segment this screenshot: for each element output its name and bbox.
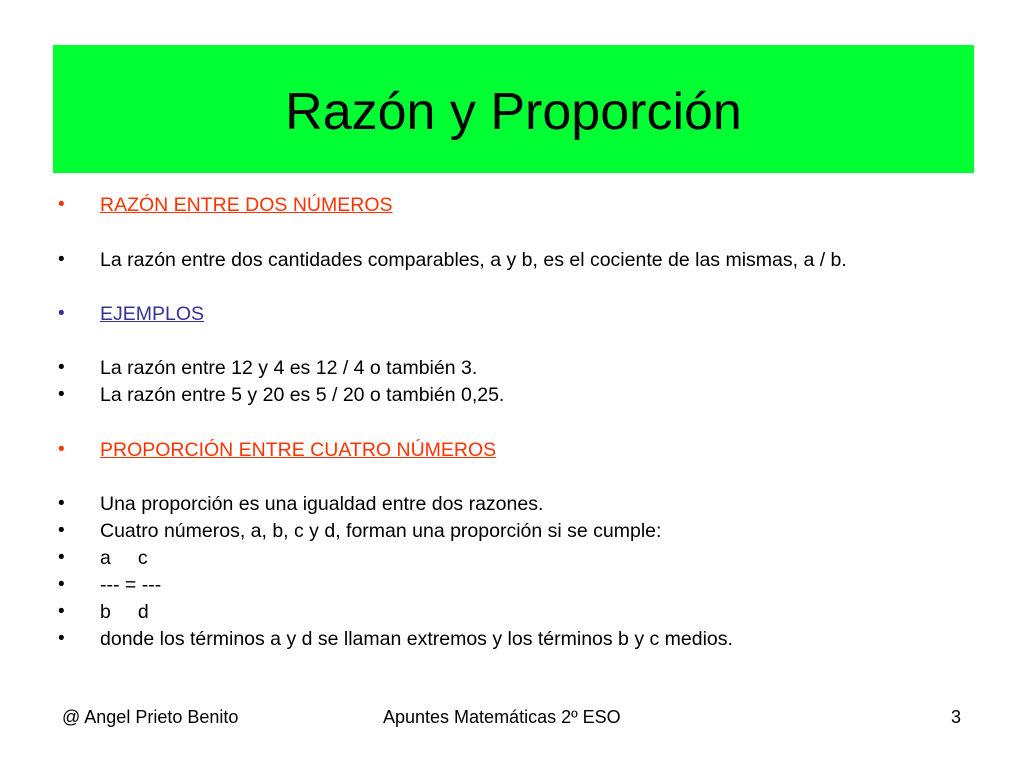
bullet-marker: •	[58, 601, 65, 622]
bullet-item	[58, 599, 149, 625]
bullet-text: La razón entre 12 y 4 es 12 / 4 o también 3.	[100, 356, 478, 379]
bullet-text: Una proporción es una igualdad entre dos razones.	[100, 492, 544, 515]
bullet-text: donde los términos a y d se llaman extremos y los términos b y c medios.	[100, 627, 733, 650]
bullet-text: PROPORCIÓN ENTRE CUATRO NÚMEROS	[100, 438, 497, 461]
bullet-marker: •	[58, 357, 65, 378]
footer-page-number: 3	[951, 707, 962, 727]
bullet-marker: •	[58, 194, 65, 215]
bullet-item	[58, 572, 161, 598]
bullet-text: RAZÓN ENTRE DOS NÚMEROS	[100, 193, 393, 216]
bullet-heading-proporcion	[58, 437, 496, 463]
bullet-text: La razón entre 5 y 20 es 5 / 20 o también 0,25.	[100, 383, 505, 406]
bullet-marker: •	[58, 384, 65, 405]
fraction-denominator: b d	[100, 600, 149, 623]
bullet-heading-ejemplos	[58, 301, 204, 327]
bullet-marker: •	[58, 574, 65, 595]
bullet-marker: •	[58, 303, 65, 324]
bullet-marker: •	[58, 628, 65, 649]
bullet-item	[58, 247, 847, 273]
bullet-marker: •	[58, 493, 65, 514]
bullet-item	[58, 518, 661, 544]
bullet-item	[58, 626, 733, 652]
bullet-text: EJEMPLOS	[100, 302, 205, 325]
fraction-bar: --- = ---	[100, 573, 162, 596]
slide-title: Razón y Proporción	[285, 83, 742, 141]
bullet-heading-razon	[58, 192, 393, 218]
footer-course: Apuntes Matemáticas 2º ESO	[383, 707, 621, 727]
title-banner	[53, 45, 974, 173]
bullet-item	[58, 355, 477, 381]
bullet-marker: •	[58, 547, 65, 568]
footer-author: @ Angel Prieto Benito	[62, 707, 239, 727]
bullet-marker: •	[58, 439, 65, 460]
bullet-item	[58, 382, 504, 408]
bullet-text: Cuatro números, a, b, c y d, forman una proporción si se cumple:	[100, 519, 662, 542]
bullet-item	[58, 491, 543, 517]
bullet-item	[58, 545, 148, 571]
bullet-text: La razón entre dos cantidades comparables, a y b, es el cociente de las mismas, a / b.	[100, 248, 847, 271]
bullet-marker: •	[58, 249, 65, 270]
fraction-numerator: a c	[100, 546, 148, 569]
bullet-marker: •	[58, 520, 65, 541]
